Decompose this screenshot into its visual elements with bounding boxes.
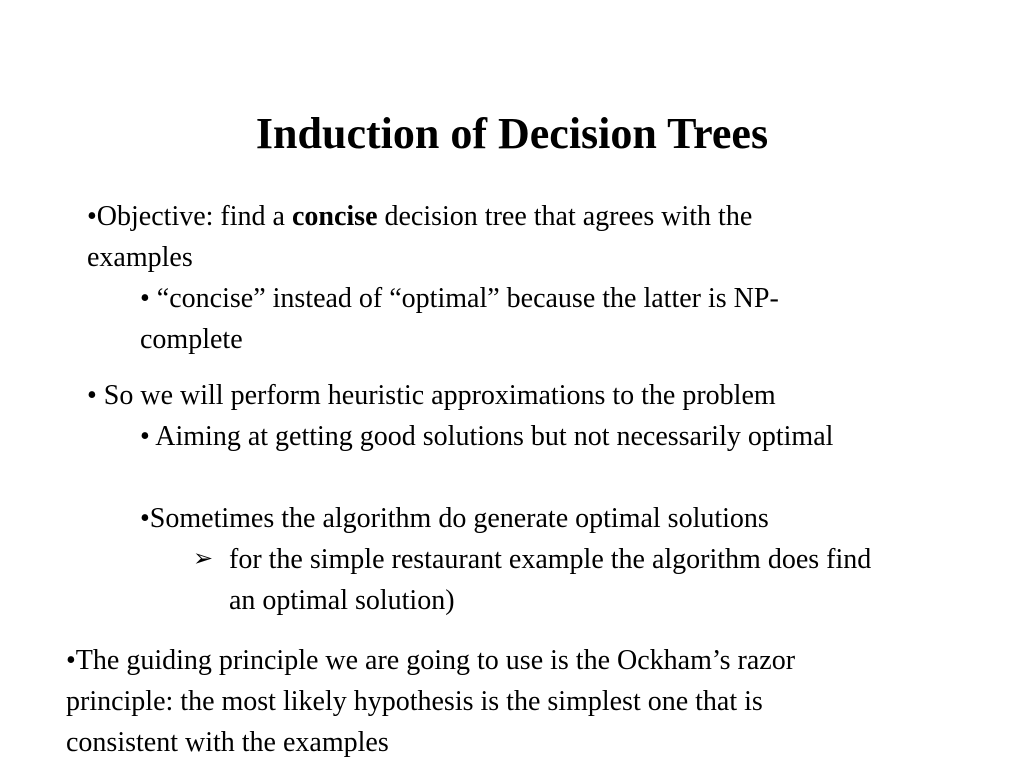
slide-title: Induction of Decision Trees: [255, 109, 769, 158]
heuristic-bullet: • So we will perform heuristic approximations to the problem: [87, 380, 776, 411]
objective-bold-word: concise: [291, 201, 378, 232]
ockham-line-3: consistent with the examples: [66, 727, 389, 758]
objective-suffix: decision tree that agrees with the: [377, 201, 753, 232]
ockham-line-1: •The guiding principle we are going to use is the Ockham’s razor: [66, 645, 796, 676]
concise-note-line-1: • “concise” instead of “optimal” because the latter is NP-: [140, 283, 779, 314]
ockham-line-2: principle: the most likely hypothesis is the simplest one that is: [66, 686, 763, 717]
restaurant-line-1: for the simple restaurant example the algorithm does find: [229, 544, 872, 575]
aiming-bullet: • Aiming at getting good solutions but not necessarily optimal: [140, 421, 834, 452]
arrow-bullet-icon: ➢: [193, 546, 214, 572]
restaurant-line-2: an optimal solution): [229, 585, 455, 616]
objective-line-1: [87, 196, 752, 237]
concise-note-line-2: complete: [140, 324, 243, 355]
sometimes-bullet: •Sometimes the algorithm do generate optimal solutions: [140, 503, 769, 534]
objective-prefix: •Objective: find a: [87, 201, 292, 232]
objective-line-2: examples: [87, 242, 193, 273]
